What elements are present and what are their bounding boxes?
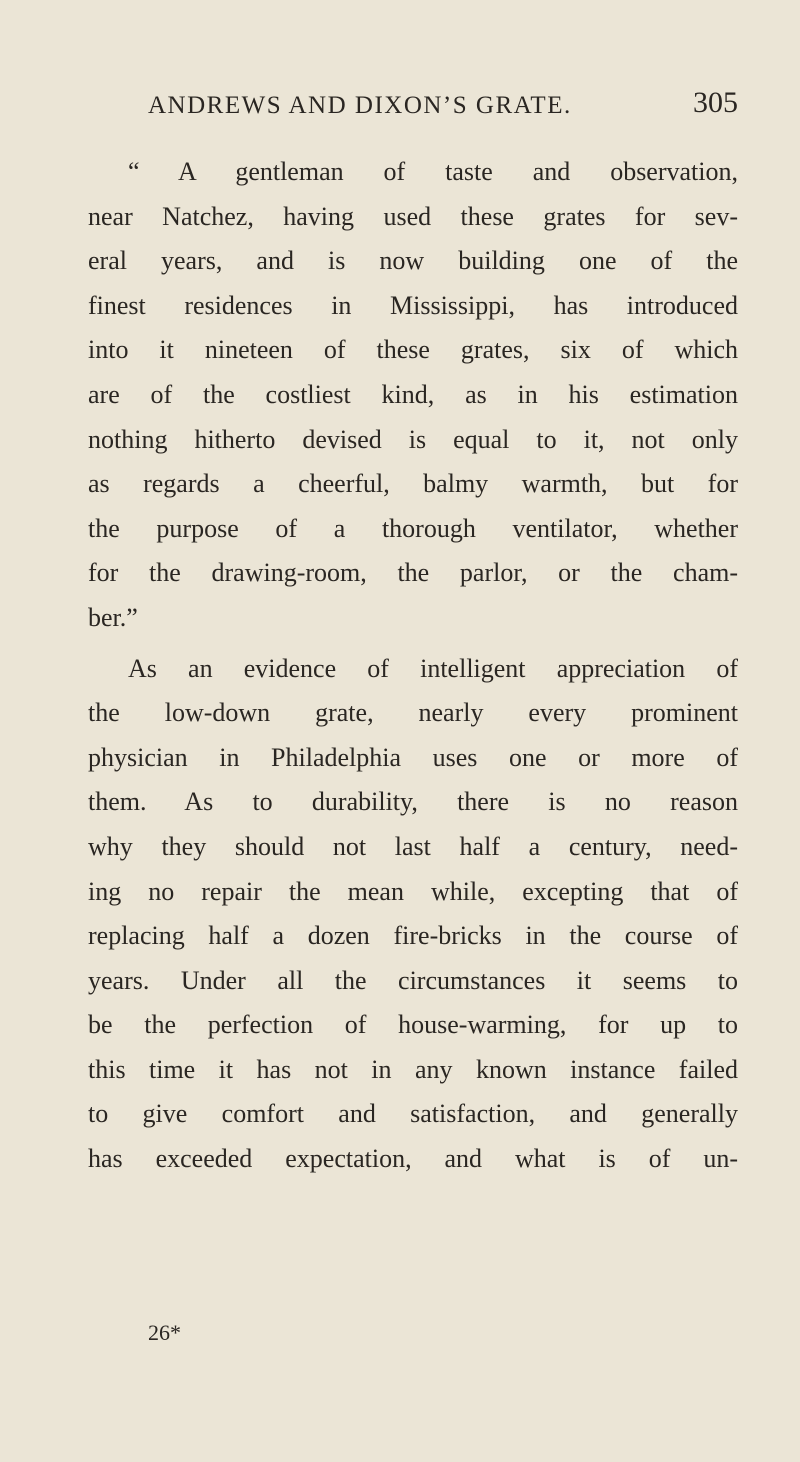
text-line: them. As to durability, there is no reason (88, 787, 738, 817)
signature-mark: 26* (148, 1320, 181, 1345)
page-number: 305 (693, 86, 738, 119)
text-line: nothing hitherto devised is equal to it, not only (88, 424, 738, 454)
text-line: be the perfection of house-warming, for up to (88, 1010, 738, 1040)
body-text (88, 150, 738, 1182)
text-line: “ A gentleman of taste and observation, (128, 157, 738, 186)
text-line: replacing half a dozen fire-bricks in the course of (88, 921, 738, 951)
text-line: into it nineteen of these grates, six of which (88, 335, 738, 365)
text-line: finest residences in Mississippi, has introduced (88, 290, 738, 320)
text-line: physician in Philadelphia uses one or more of (88, 742, 738, 772)
text-line: ing no repair the mean while, excepting that of (88, 876, 738, 906)
text-line: for the drawing-room, the parlor, or the cham- (88, 558, 738, 588)
text-line: years. Under all the circumstances it seems to (88, 965, 738, 995)
text-line: near Natchez, having used these grates for sev- (88, 201, 738, 231)
text-line: to give comfort and satisfaction, and generally (88, 1099, 738, 1129)
text-line: has exceeded expectation, and what is of un- (88, 1144, 738, 1174)
text-line: ber.” (88, 602, 138, 632)
text-line: why they should not last half a century, need- (88, 831, 738, 861)
text-line: the low-down grate, nearly every prominent (88, 698, 738, 728)
text-line: this time it has not in any known instance failed (88, 1054, 738, 1084)
text-line: as regards a cheerful, balmy warmth, but for (88, 469, 738, 499)
paragraph (88, 647, 738, 1182)
text-line: are of the costliest kind, as in his estimation (88, 379, 738, 409)
paragraph (88, 150, 738, 641)
text-line: As an evidence of intelligent appreciation of (128, 653, 738, 683)
text-line: eral years, and is now building one of the (88, 246, 738, 276)
text-line: the purpose of a thorough ventilator, whether (88, 513, 738, 543)
running-title: ANDREWS AND DIXON’S GRATE. (148, 92, 572, 119)
running-head (148, 86, 738, 132)
